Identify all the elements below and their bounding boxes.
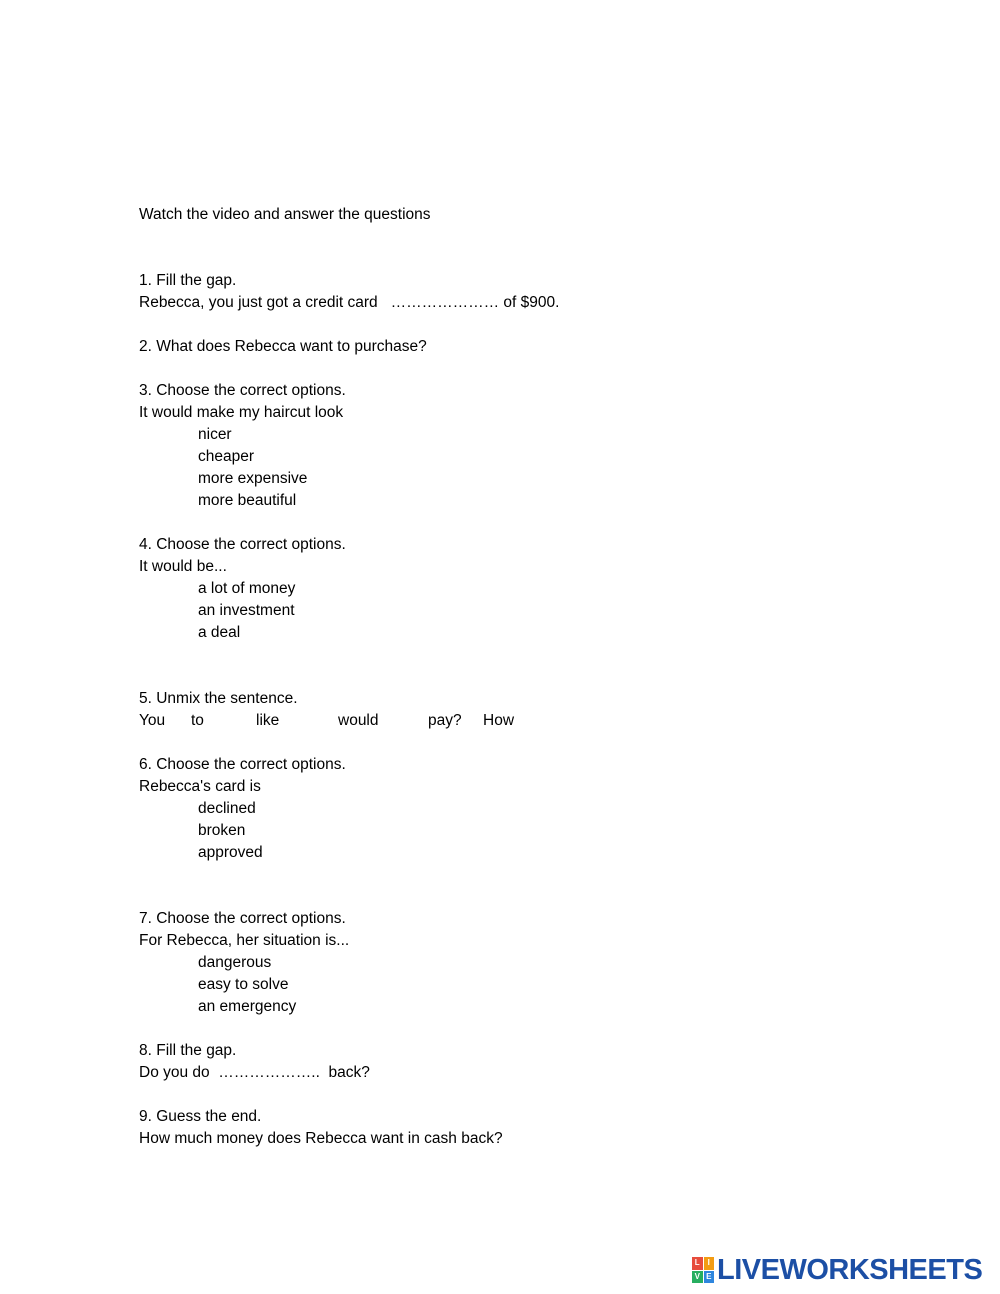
q7-option[interactable]: dangerous — [198, 954, 272, 971]
q5-word[interactable]: to — [191, 712, 204, 729]
q3-prompt: 3. Choose the correct options. — [139, 382, 346, 399]
liveworksheets-logo-icon: L I V E — [692, 1257, 714, 1283]
q3-option[interactable]: more expensive — [198, 470, 308, 487]
q4-option[interactable]: an investment — [198, 602, 295, 619]
q6-option[interactable]: declined — [198, 800, 256, 817]
q6-option[interactable]: approved — [198, 844, 263, 861]
instructions: Watch the video and answer the questions — [139, 206, 431, 223]
q7-option[interactable]: easy to solve — [198, 976, 289, 993]
q3-text: It would make my haircut look — [139, 404, 344, 421]
q1-prompt: 1. Fill the gap. — [139, 272, 237, 289]
q4-option[interactable]: a deal — [198, 624, 241, 641]
q8-text: Do you do ……………….. back? — [139, 1064, 370, 1081]
q6-prompt: 6. Choose the correct options. — [139, 756, 346, 773]
q7-option[interactable]: an emergency — [198, 998, 297, 1015]
q1-text: Rebecca, you just got a credit card ………………… of $900. — [139, 294, 560, 311]
q5-prompt: 5. Unmix the sentence. — [139, 690, 298, 707]
q5-word[interactable]: How — [483, 712, 515, 729]
q3-option[interactable]: cheaper — [198, 448, 255, 465]
q5-word[interactable]: like — [256, 712, 280, 729]
q6-option[interactable]: broken — [198, 822, 246, 839]
q3-option[interactable]: nicer — [198, 426, 232, 443]
q5-word-row — [139, 710, 559, 732]
q5-word[interactable]: pay? — [428, 712, 462, 729]
q6-text: Rebecca's card is — [139, 778, 261, 795]
q3-option[interactable]: more beautiful — [198, 492, 297, 509]
q7-text: For Rebecca, her situation is... — [139, 932, 350, 949]
q5-word[interactable]: You — [139, 712, 166, 729]
q4-prompt: 4. Choose the correct options. — [139, 536, 346, 553]
q2-prompt: 2. What does Rebecca want to purchase? — [139, 338, 427, 355]
q9-text: How much money does Rebecca want in cash back? — [139, 1130, 503, 1147]
liveworksheets-logo-text: LIVEWORKSHEETS — [717, 1253, 983, 1286]
q4-option[interactable]: a lot of money — [198, 580, 296, 597]
q5-word[interactable]: would — [338, 712, 379, 729]
q7-prompt: 7. Choose the correct options. — [139, 910, 346, 927]
q9-prompt: 9. Guess the end. — [139, 1108, 262, 1125]
liveworksheets-logo — [692, 1254, 982, 1286]
q4-text: It would be... — [139, 558, 227, 575]
q8-prompt: 8. Fill the gap. — [139, 1042, 237, 1059]
